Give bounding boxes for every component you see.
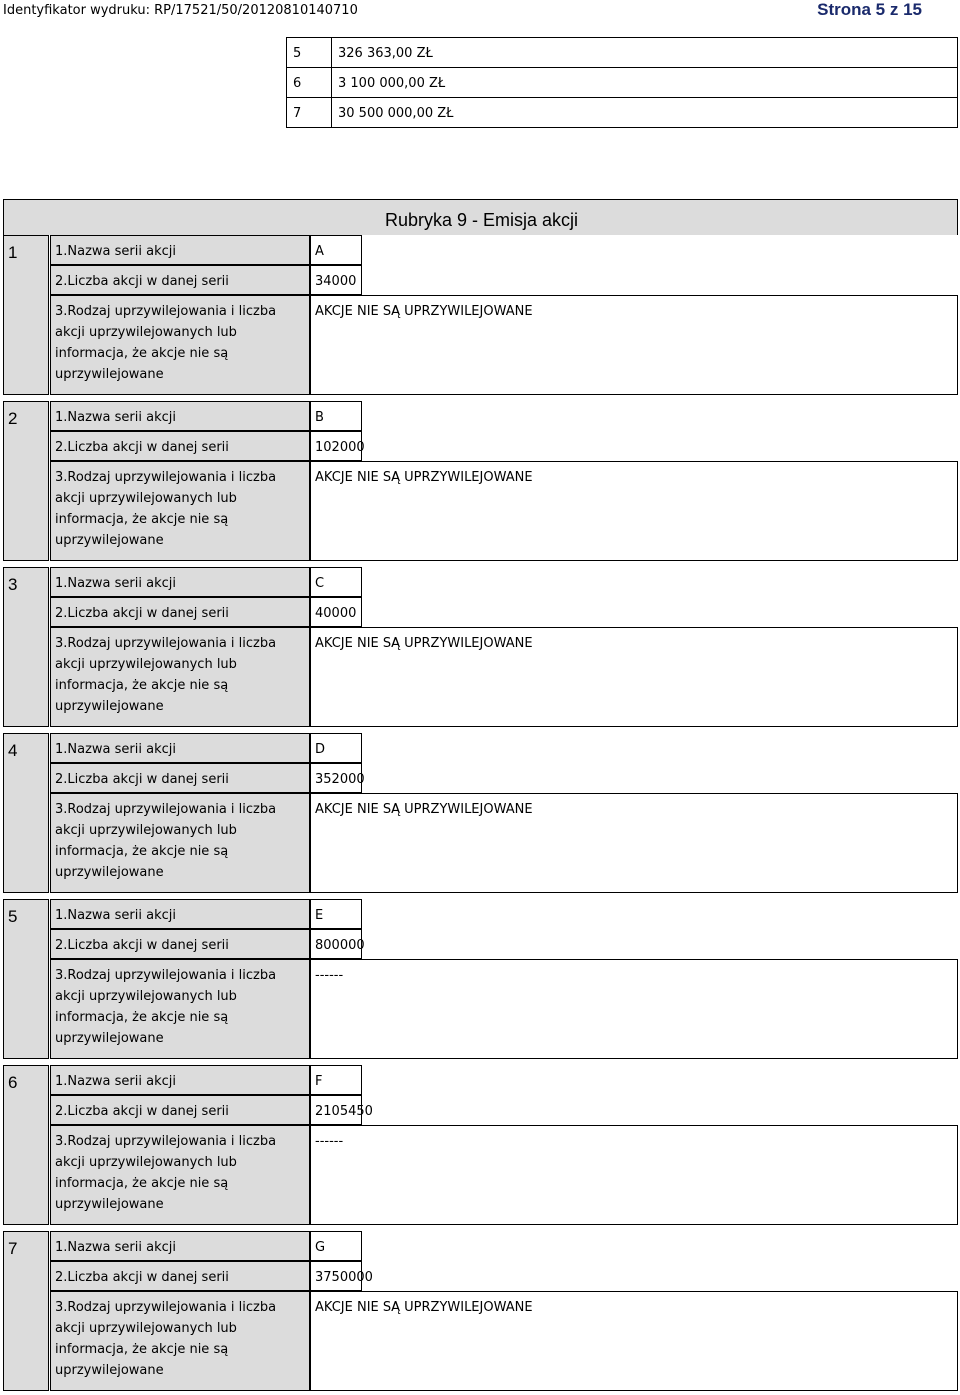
series-number: 4 <box>3 733 49 893</box>
series-block <box>3 567 958 727</box>
series-count-label: 2.Liczba akcji w danej serii <box>50 763 310 793</box>
series-name-label: 1.Nazwa serii akcji <box>50 567 310 597</box>
series-number: 7 <box>3 1231 49 1391</box>
series-block <box>3 1065 958 1225</box>
print-identifier: Identyfikator wydruku: RP/17521/50/20120810140710 <box>3 3 358 18</box>
series-block <box>3 1231 958 1391</box>
series-priv-label: 3.Rodzaj uprzywilejowania i liczba akcji uprzywilejowanych lub informacja, że akcje nie są uprzywilejowane <box>50 1291 310 1391</box>
series-number: 1 <box>3 235 49 395</box>
series-priv-value: ------ <box>310 959 958 1059</box>
series-name-value: E <box>310 899 362 929</box>
series-priv-label: 3.Rodzaj uprzywilejowania i liczba akcji uprzywilejowanych lub informacja, że akcje nie są uprzywilejowane <box>50 1125 310 1225</box>
series-name-value: A <box>310 235 362 265</box>
series-count-value: 34000 <box>310 265 362 295</box>
series-number: 2 <box>3 401 49 561</box>
series-priv-label: 3.Rodzaj uprzywilejowania i liczba akcji uprzywilejowanych lub informacja, że akcje nie są uprzywilejowane <box>50 959 310 1059</box>
capital-row-number: 6 <box>287 68 332 98</box>
series-priv-label: 3.Rodzaj uprzywilejowania i liczba akcji uprzywilejowanych lub informacja, że akcje nie są uprzywilejowane <box>50 295 310 395</box>
section-title: Rubryka 9 - Emisja akcji <box>385 210 579 230</box>
series-count-label: 2.Liczba akcji w danej serii <box>50 1095 310 1125</box>
series-name-value: C <box>310 567 362 597</box>
series-count-value: 40000 <box>310 597 362 627</box>
capital-row-number: 7 <box>287 98 332 128</box>
series-priv-value: AKCJE NIE SĄ UPRZYWILEJOWANE <box>310 461 958 561</box>
capital-row <box>287 98 958 128</box>
series-priv-label: 3.Rodzaj uprzywilejowania i liczba akcji uprzywilejowanych lub informacja, że akcje nie są uprzywilejowane <box>50 627 310 727</box>
capital-row-value: 3 100 000,00 ZŁ <box>332 68 958 98</box>
series-block <box>3 401 958 561</box>
series-priv-value: AKCJE NIE SĄ UPRZYWILEJOWANE <box>310 1291 958 1391</box>
series-block <box>3 899 958 1059</box>
series-count-label: 2.Liczba akcji w danej serii <box>50 929 310 959</box>
series-name-label: 1.Nazwa serii akcji <box>50 401 310 431</box>
series-priv-value: ------ <box>310 1125 958 1225</box>
capital-table <box>286 37 958 128</box>
series-priv-value: AKCJE NIE SĄ UPRZYWILEJOWANE <box>310 295 958 395</box>
capital-row-value: 30 500 000,00 ZŁ <box>332 98 958 128</box>
series-name-value: D <box>310 733 362 763</box>
capital-row-value: 326 363,00 ZŁ <box>332 38 958 68</box>
series-name-value: B <box>310 401 362 431</box>
series-count-value: 2105450 <box>310 1095 362 1125</box>
series-number: 5 <box>3 899 49 1059</box>
series-priv-label: 3.Rodzaj uprzywilejowania i liczba akcji uprzywilejowanych lub informacja, że akcje nie są uprzywilejowane <box>50 461 310 561</box>
series-name-label: 1.Nazwa serii akcji <box>50 1231 310 1261</box>
series-count-label: 2.Liczba akcji w danej serii <box>50 265 310 295</box>
series-priv-value: AKCJE NIE SĄ UPRZYWILEJOWANE <box>310 627 958 727</box>
series-count-value: 352000 <box>310 763 362 793</box>
series-name-value: G <box>310 1231 362 1261</box>
series-count-value: 800000 <box>310 929 362 959</box>
series-name-label: 1.Nazwa serii akcji <box>50 235 310 265</box>
series-count-label: 2.Liczba akcji w danej serii <box>50 1261 310 1291</box>
capital-row <box>287 68 958 98</box>
series-number: 6 <box>3 1065 49 1225</box>
capital-row <box>287 38 958 68</box>
capital-row-number: 5 <box>287 38 332 68</box>
series-count-value: 102000 <box>310 431 362 461</box>
series-number: 3 <box>3 567 49 727</box>
series-block <box>3 235 958 395</box>
page-number: Strona 5 z 15 <box>817 0 922 19</box>
series-priv-value: AKCJE NIE SĄ UPRZYWILEJOWANE <box>310 793 958 893</box>
series-count-label: 2.Liczba akcji w danej serii <box>50 431 310 461</box>
series-priv-label: 3.Rodzaj uprzywilejowania i liczba akcji uprzywilejowanych lub informacja, że akcje nie są uprzywilejowane <box>50 793 310 893</box>
series-count-value: 3750000 <box>310 1261 362 1291</box>
series-name-label: 1.Nazwa serii akcji <box>50 733 310 763</box>
series-name-label: 1.Nazwa serii akcji <box>50 1065 310 1095</box>
series-block <box>3 733 958 893</box>
series-name-value: F <box>310 1065 362 1095</box>
series-count-label: 2.Liczba akcji w danej serii <box>50 597 310 627</box>
series-name-label: 1.Nazwa serii akcji <box>50 899 310 929</box>
